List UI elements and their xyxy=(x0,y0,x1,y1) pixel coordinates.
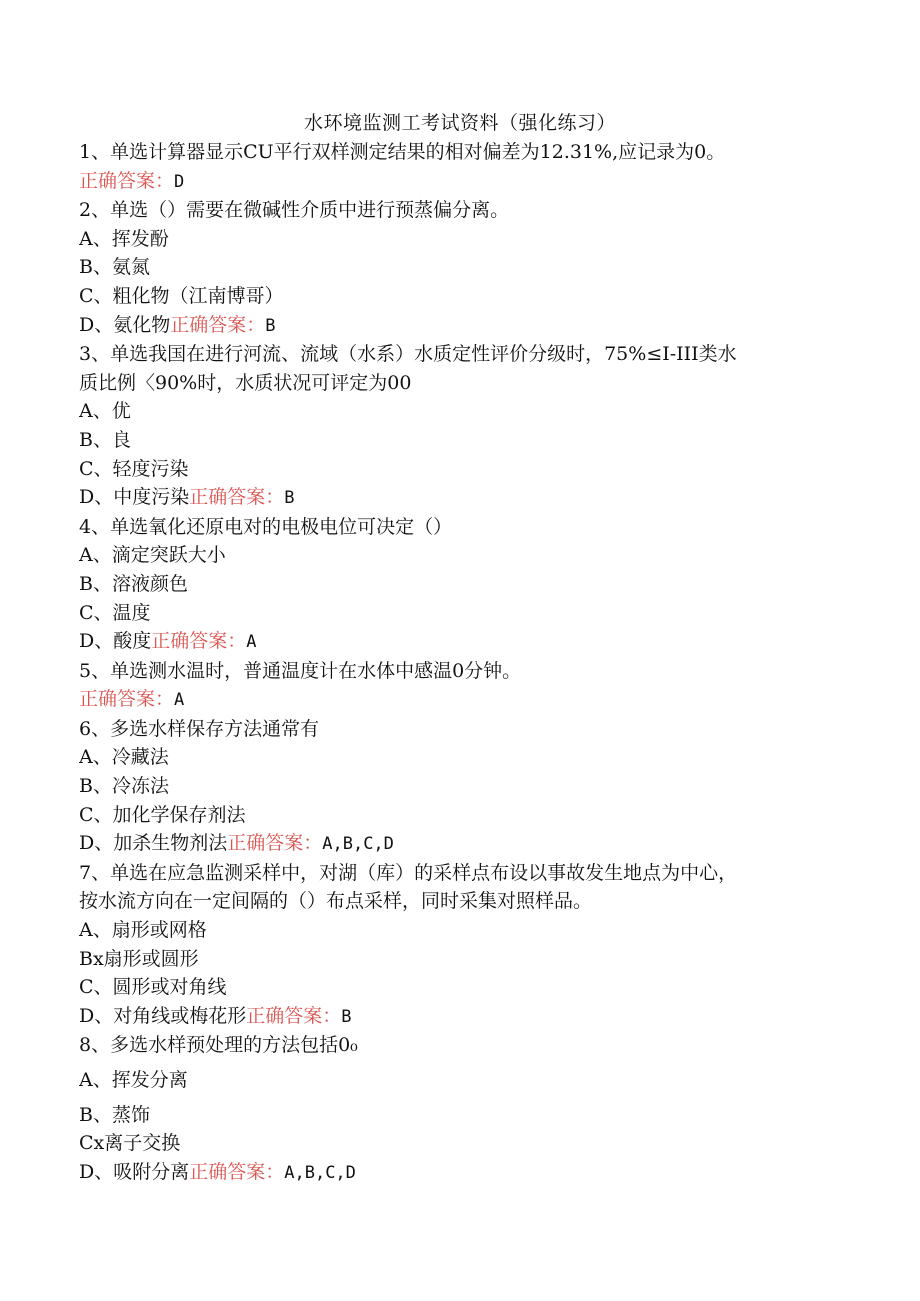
question-stem: 2、单选（）需要在微碱性介质中进行预蒸偏分离。 xyxy=(79,199,510,222)
question-stem: 8、多选水样预处理的方法包括0₀ xyxy=(79,1034,358,1057)
option-a: A、挥发酚 xyxy=(79,227,169,250)
answer-value: A,B,C,D xyxy=(322,834,394,855)
option-d: D、酸度 xyxy=(79,630,152,653)
answer-label: 正确答案： xyxy=(189,1160,285,1183)
answer-label: 正确答案： xyxy=(189,486,285,509)
question-stem-cont: 质比例〈90%时，水质状况可评定为00 xyxy=(79,371,412,394)
option-d: D、氨化物 xyxy=(79,313,171,336)
option-b: B、蒸饰 xyxy=(79,1103,150,1126)
question-stem: 1、单选计算器显示CU平行双样测定结果的相对偏差为12.31%,应记录为0。 xyxy=(79,141,726,163)
answer-value: B xyxy=(341,1006,352,1027)
option-c: C、温度 xyxy=(79,601,151,624)
answer-line xyxy=(79,829,839,859)
option-b: B、氨氮 xyxy=(79,256,150,279)
question-stem: 7、单选在应急监测采样中，对湖（库）的采样点布设以事故发生地点为中心， xyxy=(79,861,738,884)
answer-label: 正确答案： xyxy=(246,1004,342,1027)
answer-value: A,B,C,D xyxy=(284,1162,356,1183)
question-stem: 6、多选水样保存方法通常有 xyxy=(79,717,320,740)
answer-label: 正确答案： xyxy=(79,169,175,192)
question-2 xyxy=(79,196,839,340)
option-a: A、扇形或网格 xyxy=(79,919,207,942)
question-5 xyxy=(79,657,839,715)
answer-value: A xyxy=(246,632,257,653)
question-stem: 5、单选测水温时，普通温度计在水体中感温0分钟。 xyxy=(79,659,522,682)
answer-value: D xyxy=(174,171,185,192)
question-3 xyxy=(79,340,839,513)
document-title: 水环境监测工考试资料（强化练习） xyxy=(303,112,616,134)
option-c: Cx离子交换 xyxy=(79,1132,181,1155)
answer-label: 正确答案： xyxy=(79,688,175,711)
option-c: C、加化学保存剂法 xyxy=(79,803,246,826)
option-c: C、圆形或对角线 xyxy=(79,976,227,999)
question-stem: 3、单选我国在进行河流、流域（水系）水质定性评价分级时，75%≤I-III类水 xyxy=(79,343,737,366)
question-7 xyxy=(79,859,839,1032)
question-stem-cont: 按水流方向在一定间隔的（）布点采样，同时采集对照样品。 xyxy=(79,890,593,913)
option-b: Bx扇形或圆形 xyxy=(79,947,199,970)
option-d: D、吸附分离 xyxy=(79,1160,190,1183)
answer-label: 正确答案： xyxy=(170,313,266,336)
option-c: C、粗化物（江南博哥） xyxy=(79,284,284,307)
option-c: C、轻度污染 xyxy=(79,457,189,480)
answer-line xyxy=(79,1158,839,1188)
answer-line xyxy=(79,627,839,657)
answer-line xyxy=(79,167,839,197)
option-d: D、对角线或梅花形 xyxy=(79,1004,247,1027)
answer-label: 正确答案： xyxy=(227,832,323,855)
question-6 xyxy=(79,715,839,859)
option-d: D、加杀生物剂法 xyxy=(79,832,228,855)
option-a: A、滴定突跃大小 xyxy=(79,544,226,567)
answer-value: B xyxy=(284,488,295,509)
question-4 xyxy=(79,513,839,657)
answer-line xyxy=(79,483,839,513)
question-1 xyxy=(79,138,839,196)
option-a: A、冷藏法 xyxy=(79,746,169,769)
option-a: A、挥发分离 xyxy=(79,1069,188,1091)
option-d: D、中度污染 xyxy=(79,486,190,509)
option-b: B、溶液颜色 xyxy=(79,572,188,595)
answer-value: A xyxy=(174,690,185,711)
answer-line xyxy=(79,685,839,715)
answer-value: B xyxy=(265,315,276,336)
option-a: A、优 xyxy=(79,400,131,423)
answer-line xyxy=(79,1002,839,1032)
question-8 xyxy=(79,1031,839,1187)
option-b: B、良 xyxy=(79,428,131,451)
answer-label: 正确答案： xyxy=(151,630,247,653)
answer-line xyxy=(79,311,839,341)
option-b: B、冷冻法 xyxy=(79,775,169,798)
question-stem: 4、单选氧化还原电对的电极电位可决定（） xyxy=(79,515,453,538)
question-list xyxy=(79,138,839,1187)
